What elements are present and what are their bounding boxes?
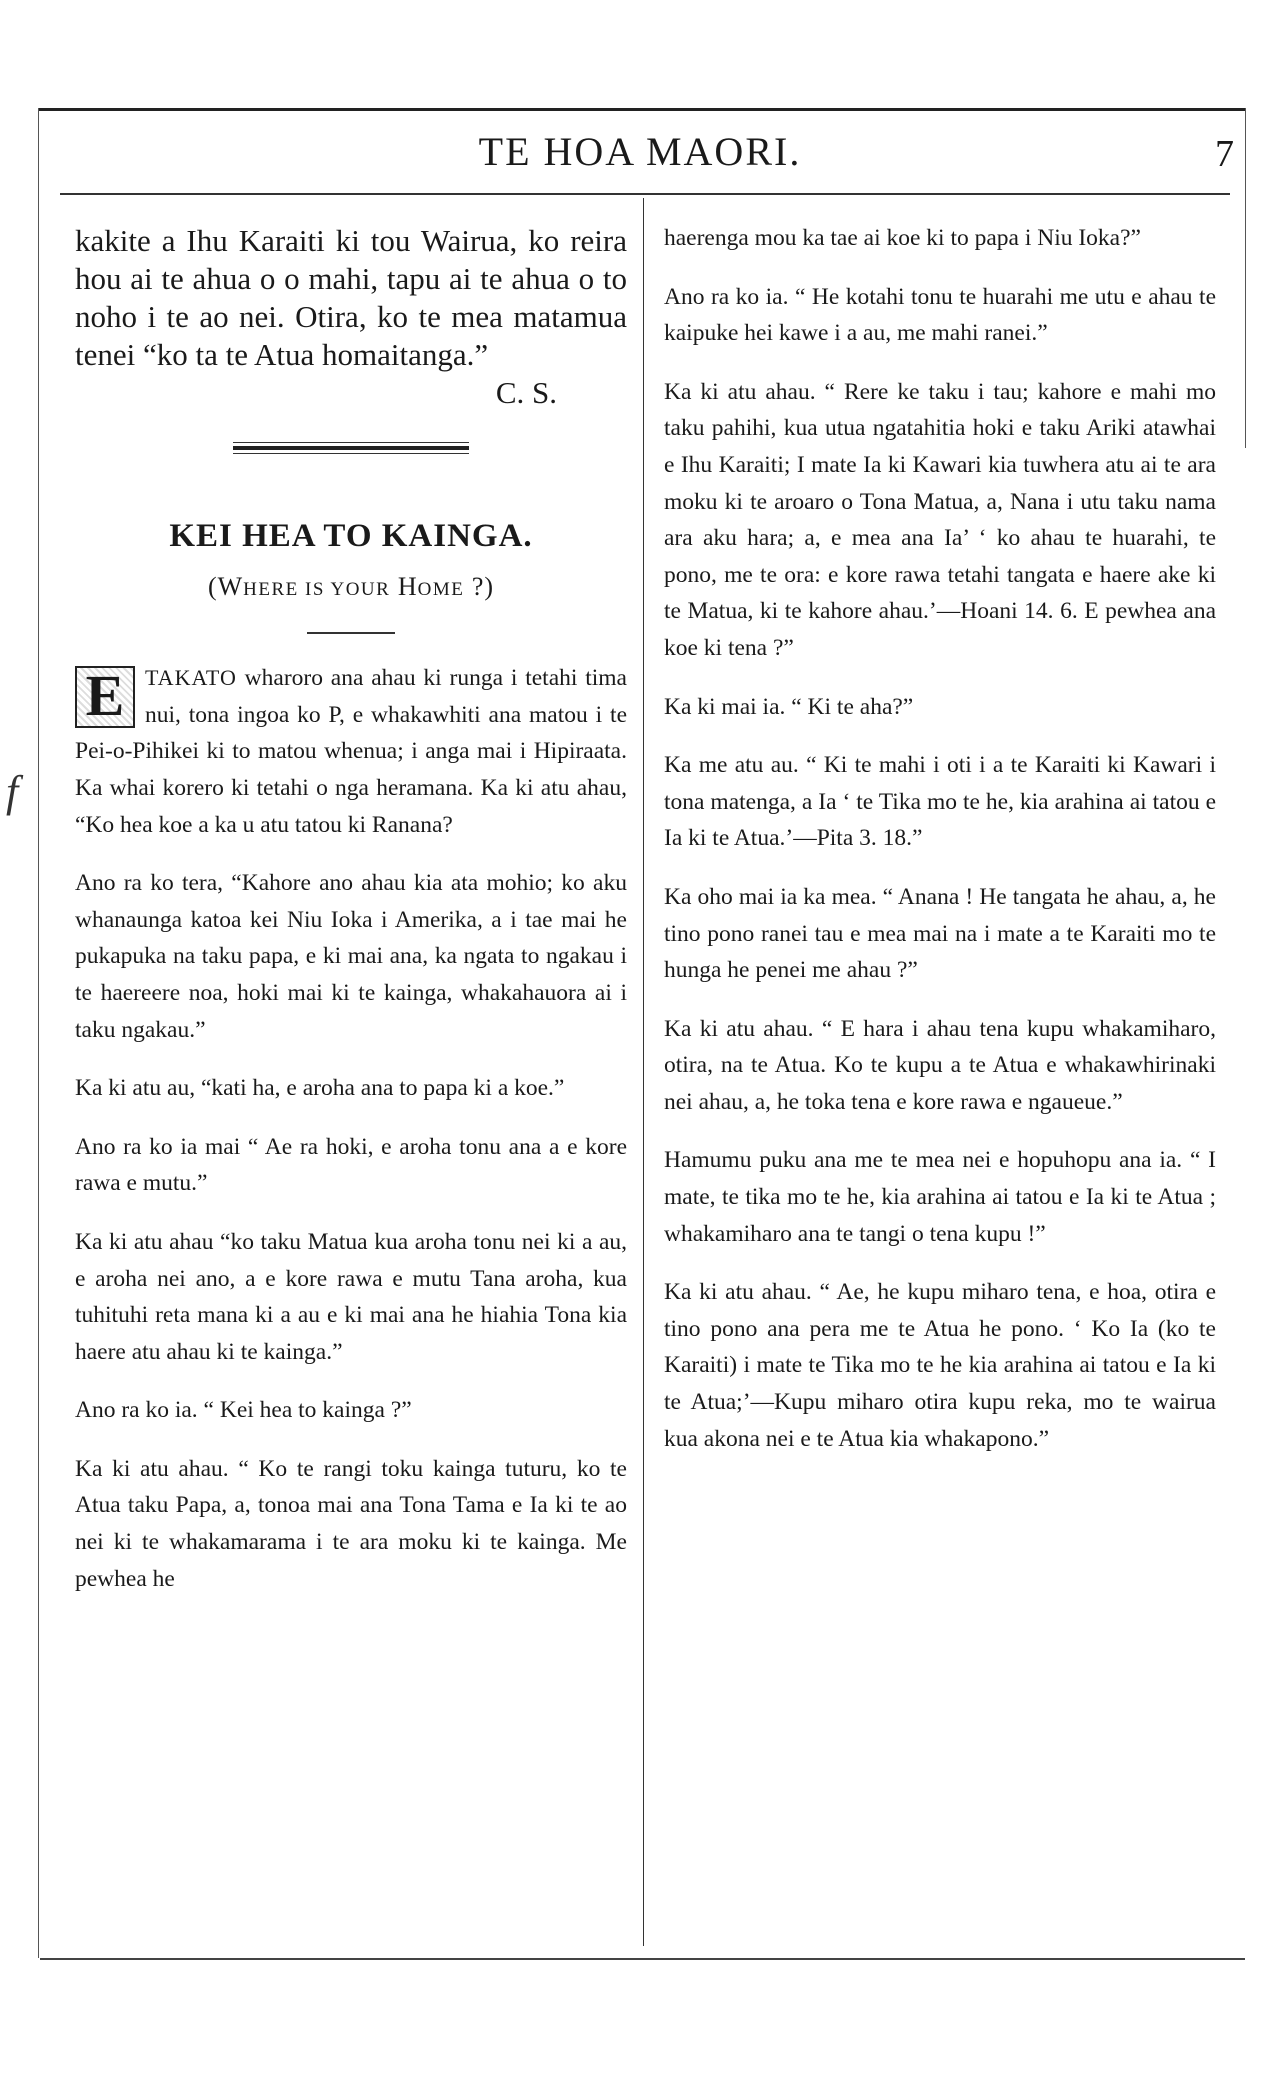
right-column: [664, 220, 1216, 1479]
paragraph: Ka me atu au. “ Ki te mahi i oti i a te Karaiti ki Kawari i tona matenga, a Ia ‘ te Tika mo te he, kia arahina ai tatou e Ia ki te Atua.’—Pita 3. 18.”: [664, 752, 1216, 852]
title-divider: [307, 632, 395, 634]
first-paragraph-text: wharoro ana ahau ki runga i tetahi tima nui, tona ingoa ko P, e whakawhiti ana matou i te Pei-o-Pihikei ki to matou whenua; i anga mai i Hipiraata. Ka whai korero ki tetahi o nga heramana. Ka ki atu ahau, “Ko hea koe a ka u atu tatou ki Ranana?: [75, 665, 627, 838]
paragraph: Ka ki atu ahau. “ Rere ke taku i tau; kahore e mahi mo taku pahihi, kua utua ngatahitia hoki e taku Ariki atawhai e Ihu Karaiti; I mate Ia ki Kawari kia tuwhera atu ai te ara moku ki te aroaro o Tona Matua, a, Nana i utu taku nama ara aku hara; a, e mea ana Ia’ ‘ ko ahau te huarahi, te pono, me te ora: e kore rawa tetahi tangata e haere ake ki te Matua, ki te kahore ahau.’—Hoani 14. 6. E pewhea ana koe ki tena ?”: [664, 378, 1216, 661]
page-header-title: TE HOA MAORI.: [478, 129, 802, 174]
page-number: 7: [1215, 133, 1234, 175]
paragraph: Ka ki atu ahau. “ E hara i ahau tena kupu whakamiharo, otira, na te Atua. Ko te kupu a te Atua e whakawhirinaki nei ahau, a, he toka tena e kore rawa e ngaueue.”: [664, 1015, 1216, 1115]
author-signature: C. S.: [495, 375, 557, 410]
paragraph: Hamumu puku ana me te mea nei e hopuhopu ana ia. “ I mate, te tika mo te he, kia arahina ai tatou e Ia ki te Atua ; whakamiharo ana te tangi o tena kupu !”: [664, 1147, 1216, 1247]
first-word: TAKATO: [145, 665, 237, 691]
paragraph: haerenga mou ka tae ai koe ki to papa i Niu Ioka?”: [664, 225, 1141, 251]
paragraph: Ka ki atu ahau. “ Ko te rangi toku kainga tuturu, ko te Atua taku Papa, a, tonoa mai ana Tona Tama e Ia ki te ao nei ki te whakamarama i te ara moku ki te kainga. Me pewhea he: [75, 1455, 627, 1592]
left-column: [75, 222, 627, 1619]
paragraph: Ano ra ko ia. “ He kotahi tonu te huarahi me utu e ahau te kaipuke hei kawe i a au, me mahi ranei.”: [664, 283, 1216, 347]
paragraph: Ka ki atu ahau “ko taku Matua kua aroha tonu nei ki a au, e aroha nei ano, a e kore rawa e mutu Tana aroha, kua tuhituhi reta mana ki a au e ki mai ana he hiahia Tona kia haere atu ahau ki te kainga.”: [75, 1228, 627, 1365]
margin-handwritten-mark: f: [6, 767, 19, 816]
decorative-rule: [233, 442, 469, 454]
intro-paragraph: kakite a Ihu Karaiti ki tou Wairua, ko reira hou ai te ahua o o mahi, tapu ai te ahua o to noho i te ao nei. Otira, ko te mea matamua tenei “ko ta te Atua homaitanga.”: [75, 223, 627, 372]
article-subtitle: (WHERE IS YOUR HOME ?): [207, 571, 495, 601]
paragraph: Ka ki atu ahau. “ Ae, he kupu miharo tena, e hoa, otira e tino pono ana pera me te Atua he pono. ‘ Ko Ia (ko te Karaiti) i mate te Tika mo te he kia arahina ai tatou e Ia ki te Atua;’—Kupu miharo otira kupu reka, mo te wairua kua akona nei e te Atua kia whakapono.”: [664, 1279, 1216, 1452]
paragraph: Ka oho mai ia ka mea. “ Anana ! He tangata he ahau, a, he tino pono ranei tau e mea mai na i mate a te Karaiti mo te hunga he penei me ahau ?”: [664, 883, 1216, 984]
page-border-bottom: [40, 1958, 1245, 1960]
paragraph: Ano ra ko tera, “Kahore ano ahau kia ata mohio; ko aku whanaunga katoa kei Niu Ioka i Amerika, a i tae mai he pukapuka na taku papa, e ki mai ana, ka ngata to ngakau i te haereere noa, hoki mai ki te kainga, whakahauora ai i taku ngakau.”: [75, 870, 627, 1043]
drop-cap-letter: E: [75, 666, 135, 728]
header-divider: [60, 193, 1230, 195]
paragraph: Ka ki mai ia. “ Ki te aha?”: [664, 693, 914, 720]
page-border-left: [38, 108, 39, 1958]
paragraph: Ano ra ko ia mai “ Ae ra hoki, e aroha tonu ana a e kore rawa e mutu.”: [75, 1133, 627, 1197]
paragraph: Ka ki atu au, “kati ha, e aroha ana to papa ki a koe.”: [75, 1075, 565, 1102]
paragraph: Ano ra ko ia. “ Kei hea to kainga ?”: [75, 1397, 412, 1424]
article-title: KEI HEA TO KAINGA.: [169, 518, 533, 554]
page-border-top: [38, 108, 1246, 111]
column-divider: [643, 198, 644, 1946]
first-paragraph: [75, 660, 627, 843]
